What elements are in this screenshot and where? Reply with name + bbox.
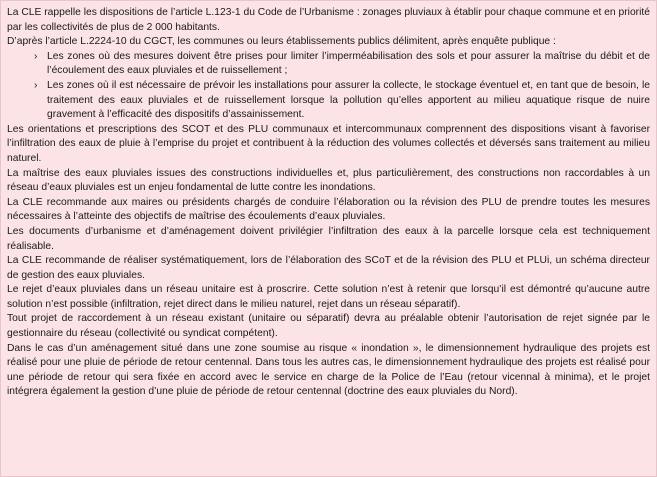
- list-item: [7, 50, 650, 79]
- paragraph-schema-directeur: La CLE recommande de réaliser systématiquement, lors de l’élaboration des SCoT et de la révision des PLU et PLUi, un schéma directeur de gestion des eaux pluviales.: [7, 255, 650, 281]
- paragraph-recommandation-maires: La CLE recommande aux maires ou présidents chargés de conduire l’élaboration ou la révision des PLU de prendre toutes les mesures nécessaires à l’atteinte des objectifs de maîtrise des écoulements d’eaux pluviales.: [7, 196, 650, 223]
- paragraph-reseau-unitaire: Le rejet d’eaux pluviales dans un réseau unitaire est à proscrire. Cette solution n’est à retenir que lorsqu’il est démontré qu’aucune autre solution n’est possible (infiltration, rejet direct dans le milieu naturel, rejet dans un réseau séparatif).: [7, 284, 650, 310]
- paragraph-dimensionnement: Dans le cas d’un aménagement situé dans une zone soumise au risque « inondation », le dimensionnement hydraulique des projets est réalisé pour une pluie de période de retour centennal. Dans tous les autres cas, le dimensionnement hydraulique des projets est réalisé pour une période de retour qui sera fixée en accord avec le service en charge de la Police de l’Eau (retour vicennal à minima), et le projet intégrera également la gestion d’une pluie de période de retour centennal (doctrine des eaux pluviales du Nord).: [7, 342, 650, 398]
- paragraph-scot-plu: Les orientations et prescriptions des SCOT et des PLU communaux et intercommunaux comprennent des dispositions visant à favoriser l’infiltration des eaux de pluie à l’emprise du projet et contribuent à la réduction des volumes collectés et déversés sans traitement au milieu naturel.: [7, 123, 650, 164]
- paragraph-cgct-intro: D’après l’article L.2224-10 du CGCT, les communes ou leurs établissements publics délimitent, après enquête publique :: [7, 36, 556, 48]
- cgct-bullet-list: [7, 50, 650, 123]
- bullet-chevron-icon: ›: [34, 79, 38, 91]
- paragraph-infiltration: Les documents d’urbanisme et d’aménagement doivent privilégier l’infiltration des eaux à la parcelle lorsque cela est techniquement réalisable.: [7, 225, 650, 252]
- list-item-text: Les zones où il est nécessaire de prévoir les installations pour assurer la collecte, le stockage éventuel et, en tant que de besoin, le traitement des eaux pluviales et de ruissellement lorsque la pollution qu’elles apportent au milieu aquatique risque de nuire gravement à l’efficacité des dispositifs d’assainissement.: [47, 79, 650, 121]
- list-item-text: Les zones où des mesures doivent être prises pour limiter l’imperméabilisation des sols et pour assurer la maîtrise du débit et de l’écoulement des eaux pluviales et de ruissellement ;: [47, 50, 650, 77]
- bullet-chevron-icon: ›: [34, 50, 38, 62]
- paragraph-raccordement: Tout projet de raccordement à un réseau existant (unitaire ou séparatif) devra au préalable obtenir l’autorisation de rejet signée par le gestionnaire du réseau (collectivité ou syndicat compétent).: [7, 313, 650, 340]
- paragraph-plu-zonages: La CLE rappelle les dispositions de l’article L.123-1 du Code de l’Urbanisme : zonages pluviaux à établir pour chaque commune et en priorité par les collectivités de plus de 2 000 habitants.: [7, 7, 650, 33]
- list-item: [7, 79, 650, 123]
- paragraph-maitrise-eaux: La maîtrise des eaux pluviales issues des constructions individuelles et, plus particulièrement, des constructions non raccordables à un réseau d’eaux pluviales est un enjeu fondamental de lutte contre les inondations.: [7, 167, 650, 194]
